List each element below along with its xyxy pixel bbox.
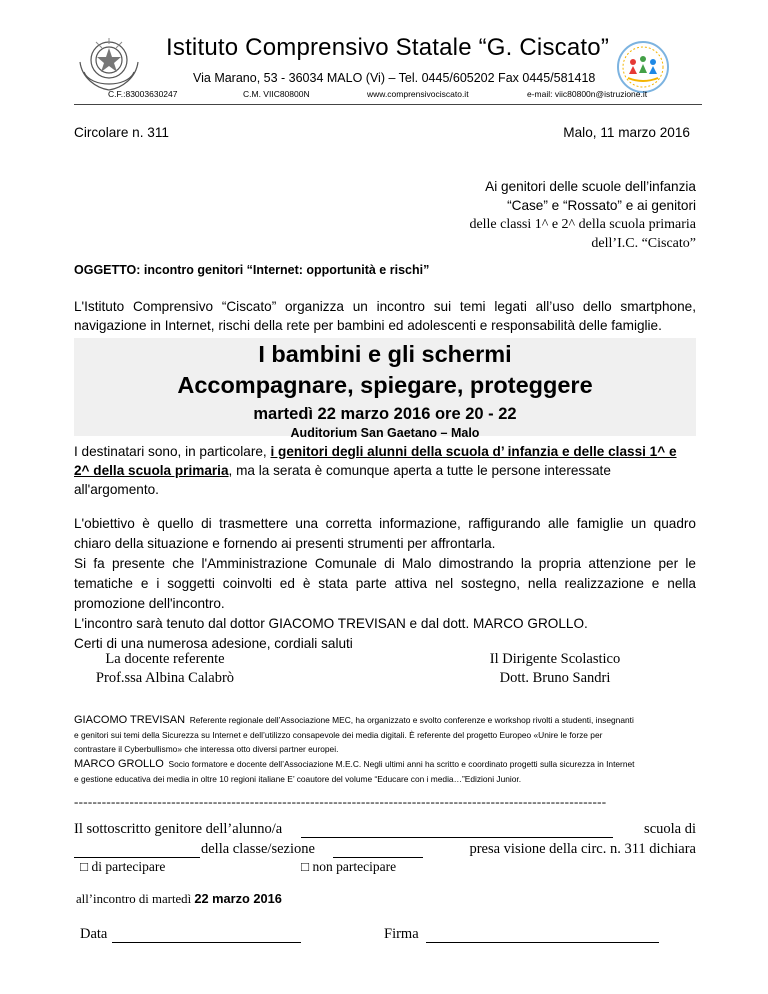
bio-trevisan-text: Referente regionale dell’Associazione MEC, ha organizzato e svolto conferenze e workshop rivolti a studenti, insegnanti (189, 715, 634, 725)
bio-trevisan-name: GIACOMO TREVISAN (74, 714, 186, 726)
signature-left-name: Prof.ssa Albina Calabrò (95, 670, 235, 686)
class-field[interactable] (333, 857, 423, 858)
audience-target-cont: 2^ della scuola primaria (74, 463, 229, 478)
goal-line-4: tematiche e i soggetti coinvolti ed è stata parte attiva nel sostegno, nella realizzazione e nella (74, 576, 696, 591)
bio-trevisan-line-3: contrastare il Cyberbullismo» che interessa otto diversi partner europei. (74, 744, 339, 754)
school-address: Via Marano, 53 - 36034 MALO (Vi) – Tel. 0445/605202 Fax 0445/581418 (193, 71, 596, 85)
school-field[interactable] (74, 857, 200, 858)
option-participate[interactable]: □ di partecipare (80, 859, 166, 874)
bio-grollo-name: MARCO GROLLO (74, 758, 164, 770)
audience-line-1 (74, 442, 698, 462)
audience-text: I destinatari sono, in particolare, (74, 444, 271, 459)
header-divider (74, 104, 702, 105)
goal-line-7: Certi di una numerosa adesione, cordiali saluti (74, 636, 353, 651)
form-class-label: della classe/sezione (201, 841, 315, 857)
audience-line-2 (74, 461, 698, 481)
audience-line-3: all'argomento. (74, 482, 159, 497)
form-meeting-line (76, 891, 282, 907)
bio-grollo-line-1 (74, 758, 698, 772)
recipients-line-3: delle classi 1^ e 2^ della scuola primaria (469, 217, 696, 232)
tax-code: C.F.:83003630247 (108, 89, 178, 99)
form-parent-label: Il sottoscritto genitore dell’alunno/a (74, 821, 283, 837)
audience-target: i genitori degli alunni della scuola d’ infanzia e delle classi 1^ e (270, 444, 677, 459)
event-title-1: I bambini e gli schermi (258, 341, 512, 367)
goal-line-3: Si fa presente che l'Amministrazione Comunale di Malo dimostrando la propria attenzione per le (74, 556, 696, 571)
signature-left-role: La docente referente (105, 651, 225, 667)
signature-right-role: Il Dirigente Scolastico (489, 651, 621, 667)
goal-line-2: chiaro della situazione e fornendo ai presenti strumenti per affrontarla. (74, 536, 496, 551)
recipients-line-1: Ai genitori delle scuole dell’infanzia (485, 179, 696, 194)
place-date: Malo, 11 marzo 2016 (563, 125, 690, 140)
form-declare-label: presa visione della circ. n. 311 dichiara (469, 841, 696, 857)
republic-emblem-logo (76, 32, 142, 94)
bio-trevisan-line-2: e genitori sui temi della Sicurezza su Internet e dell’utilizzo consapevole dei media digitali. È referente del progetto Europeo «Unire le forze per (74, 730, 603, 740)
signature-label: Firma (384, 926, 419, 942)
intro-line-1: L'Istituto Comprensivo “Ciscato” organizza un incontro sui temi legati all’uso dello smartphone, (74, 299, 696, 314)
cut-line: ------------------------------------------------------------------------------------------------------------------- (74, 794, 607, 809)
email-link[interactable]: e-mail: viic80800n@istruzione.it (527, 89, 648, 99)
form-school-label: scuola di (644, 821, 696, 837)
recipients-line-2: “Case” e “Rossato” e ai genitori (507, 198, 696, 213)
date-field[interactable] (112, 942, 301, 943)
signature-right-name: Dott. Bruno Sandri (499, 670, 611, 686)
audience-text-cont: , ma la serata è comunque aperta a tutte le persone interessate (228, 463, 611, 478)
form-meeting-date: 22 marzo 2016 (194, 891, 282, 906)
website-link[interactable]: www.comprensivociscato.it (367, 89, 469, 99)
signature-field[interactable] (426, 942, 659, 943)
form-meeting-text: all’incontro di martedì (76, 892, 195, 906)
school-colorful-logo (616, 40, 670, 94)
event-location: Auditorium San Gaetano – Malo (290, 426, 480, 440)
event-title-2: Accompagnare, spiegare, proteggere (177, 372, 593, 398)
school-name: Istituto Comprensivo Statale “G. Ciscato” (166, 34, 610, 61)
goal-line-5: promozione dell'incontro. (74, 596, 225, 611)
subject-line: OGGETTO: incontro genitori “Internet: opportunità e rischi” (74, 263, 430, 277)
bio-grollo-text: Socio formatore e docente dell’Associazione M.E.C. Negli ultimi anni ha scritto e coordinato progetti sulla sicurezza in Internet (168, 759, 635, 769)
recipients-line-4: dell’I.C. “Ciscato” (591, 236, 696, 251)
date-label: Data (80, 926, 108, 942)
school-code: C.M. VIIC80800N (243, 89, 310, 99)
goal-line-6: L'incontro sarà tenuto dal dottor GIACOMO TREVISAN e dal dott. MARCO GROLLO. (74, 616, 588, 631)
student-name-field[interactable] (301, 837, 613, 838)
goal-line-1: L'obiettivo è quello di trasmettere una corretta informazione, raffigurando alle famiglie un quadro (74, 516, 696, 531)
intro-line-2: navigazione in Internet, rischi della rete per bambini ed adolescenti e responsabilità delle famiglie. (74, 318, 662, 333)
bio-trevisan-line-1 (74, 714, 698, 728)
circular-number: Circolare n. 311 (74, 125, 169, 140)
option-not-participate[interactable]: □ non partecipare (301, 859, 397, 874)
bio-grollo-line-2: e gestione educativa dei media in oltre 10 regioni italiane E’ coautore del volume “Educare con i media…”Edizioni Junior. (74, 774, 522, 784)
event-datetime: martedì 22 marzo 2016 ore 20 - 22 (253, 405, 517, 423)
